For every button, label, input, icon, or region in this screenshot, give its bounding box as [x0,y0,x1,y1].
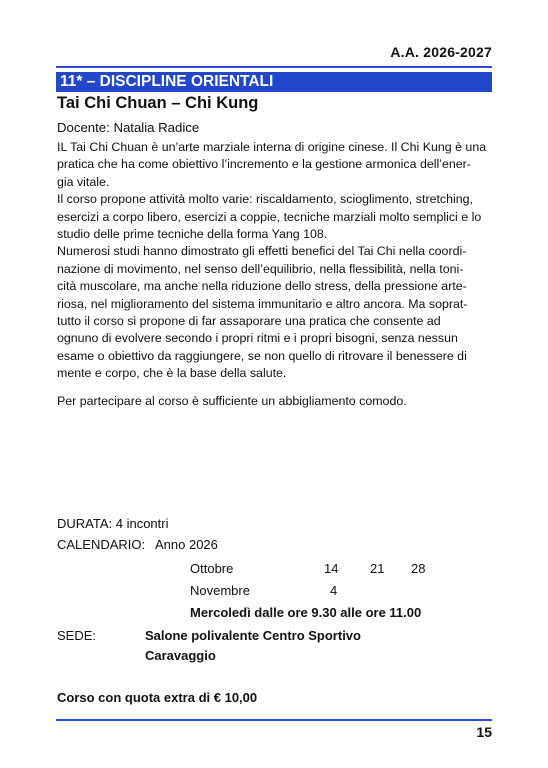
description-line: cità muscolare, ma anche nella riduzione dello stress, della pressione arte- [57,279,467,294]
description-line: ognuno di evolvere secondo i propri ritmi e i propri bisogni, senza nessun [57,331,458,346]
section-title-bar [56,72,492,92]
page-number: 15 [476,724,492,740]
bottom-divider [56,719,492,721]
description-line: Il corso propone attività molto varie: riscaldamento, scioglimento, stretching, [57,192,473,207]
calendar-year: Anno 2026 [155,537,218,552]
october-label: Ottobre [190,561,234,576]
description-line: gia vitale. [57,174,110,189]
description-line: IL Tai Chi Chuan è un’arte marziale interna di origine cinese. Il Chi Kung è una [57,140,487,154]
duration: DURATA: 4 incontri [57,516,169,531]
fee: Corso con quota extra di € 10,00 [57,690,258,705]
description-line: nazione di movimento, nel senso dell’equilibrio, nella flessibilità, nella toni- [57,261,464,276]
description-line: mente e corpo, che è la base della salute. [57,366,287,381]
academic-year: A.A. 2026-2027 [390,44,492,60]
top-divider [56,66,492,68]
november-label: Novembre [190,583,250,598]
description-line: studio delle prime tecniche della forma Yang 108. [57,227,328,242]
section-title: 11* – DISCIPLINE ORIENTALI [60,73,274,90]
venue-name: Salone polivalente Centro Sportivo [145,628,361,643]
description-line: esame o obiettivo da raggiungere, se non quello di ritrovare il benessere di [57,348,467,363]
october-day: 21 [370,561,385,576]
description-line: riosa, nel miglioramento del sistema immunitario e altro ancora. Ma soprat- [57,296,468,311]
october-day: 28 [411,561,426,576]
class-time: Mercoledì dalle ore 9.30 alle ore 11.00 [190,605,422,620]
description-line: tutto il corso si propone di far assaporare una pratica che consente ad [57,314,441,329]
october-day: 14 [324,561,339,576]
course-title: Tai Chi Chuan – Chi Kung [57,94,259,112]
venue-town: Caravaggio [145,648,216,663]
description-line: Numerosi studi hanno dimostrato gli effetti benefici del Tai Chi nella coordi- [57,244,467,259]
course-description [57,139,497,383]
description-line: esercizi a corpo libero, esercizi a coppie, tecniche marziali molto semplici e lo [57,209,482,224]
clothing-note: Per partecipare al corso è sufficiente un abbigliamento comodo. [57,394,407,408]
venue-label: SEDE: [57,628,97,643]
teacher-name: Docente: Natalia Radice [57,120,200,135]
description-line: pratica che ha come obiettivo l’incremento e la gestione armonica dell’ener- [57,157,471,172]
november-day: 4 [330,583,338,598]
calendar-label: CALENDARIO: [57,537,146,552]
